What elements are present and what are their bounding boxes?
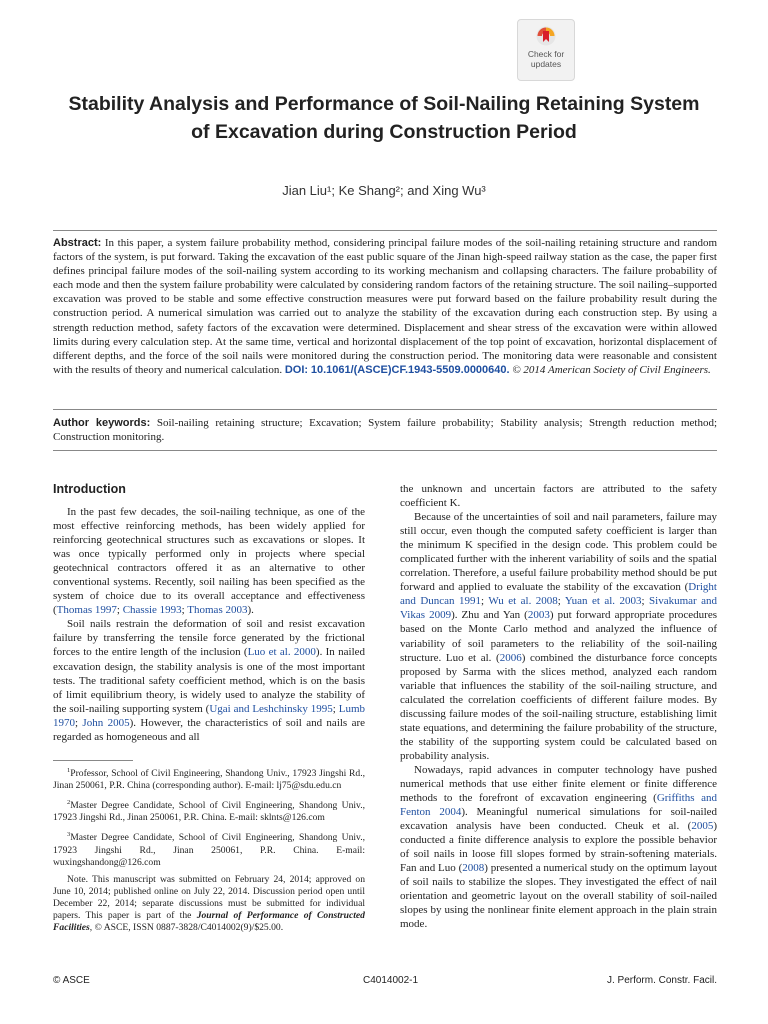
right-paragraph-3 — [400, 763, 717, 932]
citation[interactable]: 2005 — [691, 820, 714, 833]
right-p3-text: ). Meaningful numerical simulations for soil-nailed excavation analysis have been conducted. Cheuk et al. ( — [400, 806, 718, 833]
right-p3-text: Nowadays, rapid advances in computer technology have pushed numerical methods that use either finite element or finite difference methods to the forefront of excavation engineering ( — [400, 763, 717, 805]
manuscript-note — [53, 874, 365, 934]
check-for-updates-label: Check for updates — [527, 49, 565, 69]
citation[interactable]: Lumb 1970 — [53, 702, 366, 729]
citation[interactable]: Luo et al. 2000 — [247, 646, 316, 659]
abstract-text: In this paper, a system failure probability method, considering principal failure modes of the soil-nailing retaining structure and random factors of the system, is put forward. Taking the excavation of the east public square of the Jinan high-speed railway station as the case, the paper first defines principal failure modes of the soil-nailing system according to its working mechanism and collapsing characters. The failure probability of each mode and then the system failure probability were calculated by considering random factors of the retaining structure. The soil nailing–supported excavation was proved to be stable and some effective construction measures were put forward based on the failure probability result during the construction period. A numerical simulation was carried out to analyze the stability of the excavation during each construction step. By using a strength reduction method, safety factors of the excavation were determined. Displacement and shear stress of the excavation were within allowed limits during every calculation step. At the same time, vertical and horizontal displacement of the top point of excavation, horizontal displacement of different depths, and the force of the soil nails were monitored during the construction period. The monitoring data were reasonable and consistent with the results of theory and numerical calculation. — [53, 237, 718, 376]
citation[interactable]: Thomas 1997 — [56, 604, 117, 617]
citation[interactable]: Griffiths and Fenton 2004 — [400, 792, 717, 819]
citation[interactable]: Sivakumar and Vikas 2009 — [400, 595, 718, 622]
intro-p2-text: ). In nailed excavation design, the stability analysis is one of the most important tests. The traditional safety coefficient method, which is on the basis of limit equilibrium theory, is widely used to analyze the stability of the soil-nailing supporting system ( — [53, 646, 366, 715]
footer-copyright: © ASCE — [53, 975, 90, 986]
doi-link[interactable]: 10.1061/(ASCE)CF.1943-5509.0000640. — [310, 363, 510, 376]
intro-paragraph-1: In the past few decades, the soil-nailing technique, as one of the most effective reinforcing methods, has been widely applied for reinforcing geotechnical structures such as excavations or slopes. It was once typically performed only in projects where special geotechnical contractors offered it as an alternative to other conventional systems. Recently, soil nailing has been specified as the system of choice due to its overall acceptance and effectiveness (Thomas 1997; Chassie 1993; Thomas 2003). — [53, 506, 365, 617]
intro-p2-text: ). However, the characteristics of soil and nails are regarded as homogeneous and all — [53, 716, 366, 743]
abstract — [53, 236, 717, 377]
abstract-top-rule — [53, 230, 717, 231]
citation[interactable]: 2006 — [499, 651, 522, 664]
right-p3-text: ) conducted a finite difference analysis to explore the possible behavior of soil nails in loose fill slopes formed by strain-softening materials. Fan and Luo ( — [400, 820, 717, 875]
intro-p1-text: In the past few decades, the soil-nailing technique, as one of the most effective reinforcing methods, has been widely applied for reinforcing geotechnical structures such as excavations or slopes. It was once typically performed only in projects where special geotechnical contractors offered it as an alternative to other conventional systems. Recently, soil nailing has been specified as the system of choice due to its overall acceptance and effectiveness ( — [53, 506, 365, 617]
footnote-2: $^2$Master Degree Candidate, School of Civil Engineering, Shandong Univ., 17923 Jingshi Rd., Jinan 250061, P.R. China. E-mail: sklnts@126.com — [53, 799, 365, 824]
footnote-3: $^3$Master Degree Candidate, School of Civil Engineering, Shandong Univ., 17923 Jingshi Rd., Jinan 250061, P.R. China. E-mail: wuxingshandong@126.com — [53, 831, 365, 868]
right-column — [400, 482, 717, 932]
keywords-text: Soil-nailing retaining structure; Excavation; System failure probability; Stability analysis; Strength reduction method; Construction monitoring. — [53, 417, 718, 443]
note-text: , © ASCE, ISSN 0887-3828/C4014002(9)/$25.00. — [89, 921, 284, 933]
citation[interactable]: 2008 — [462, 862, 485, 875]
check-for-updates-icon — [536, 26, 556, 46]
intro-paragraph-2: Soil nails restrain the deformation of soil and resist excavation failure by transferring the tensile force generated by the frictional forces to the entire length of the inclusion (Luo et al. 2000). In nailed excavation design, the stability analysis is one of the most important tests. The traditional safety coefficient method, which is on the basis of limit equilibrium theory, is widely used to analyze the stability of the soil-nailing supporting system (Ugai and Leshchinsky 1995; Lumb 1970; John 2005). However, the characteristics of soil and nails are regarded as homogeneous and all — [53, 618, 366, 743]
right-paragraph-1: the unknown and uncertain factors are attributed to the safety coefficient K. — [400, 483, 717, 510]
footnote-3-text: Master Degree Candidate, School of Civil Engineering, Shandong Univ., 17923 Jingshi Rd., Jinan 250061, P.R. China. E-mail: wuxingshandong@126.com — [53, 832, 365, 868]
footnote-2-text: Master Degree Candidate, School of Civil Engineering, Shandong Univ., 17923 Jingshi Rd., Jinan 250061, P.R. China. E-mail: sklnts@126.com — [53, 800, 365, 824]
footnote-rule — [53, 760, 133, 761]
footer-journal: J. Perform. Constr. Facil. — [606, 975, 717, 986]
citation[interactable]: Wu et al. 2008 — [488, 595, 558, 608]
footnotes — [53, 765, 365, 939]
citation[interactable]: 2003 — [527, 609, 550, 622]
right-p2-text: Because of the uncertainties of soil and nail parameters, failure may still occur, even though the computed safety coefficient is larger than the minimum K specified in the design code. This problem could be complicated further with the inherent variability of soils and the spatial correlation. Therefore, a useful failure probability method should be put forward and applied to evaluate the stability of the excavation ( — [400, 511, 717, 594]
section-heading-introduction: Introduction — [53, 482, 126, 496]
journal-name: Journal of Performance of Constructed Facilities — [53, 909, 365, 933]
author-list — [60, 183, 708, 198]
footnote-1-text: Professor, School of Civil Engineering, Shandong Univ., 17923 Jingshi Rd., Jinan 250061, P.R. China (corresponding author). E-mail: lj75@sdu.edu.cn — [53, 768, 365, 792]
check-for-updates-badge[interactable] — [517, 19, 575, 81]
right-paragraph-2: Because of the uncertainties of soil and nail parameters, failure may still occur, even though the computed safety coefficient is larger than the minimum K specified in the design code. This problem could be complicated further with the inherent variability of soils and the spatial correlation. Therefore, a useful failure probability method should be put forward and applied to evaluate the stability of the excavation (Dright and Duncan 1991; Wu et al. 2008; Yuan et al. 2003; Sivakumar and Vikas 2009). Zhu and Yan (2003) put forward appropriate procedures based on the Monte Carlo method and analyzed the influence of variability of soil parameters to the reliability of the soil-nailing structure. Luo et al. (2006) combined the disturbance force concepts proposed by Sarma with the slices method, analyzed each random variable that influences the stability of the soil-nailing structure, and calculated the correlation coefficients of different failure modes. By discussing failure modes of the soil-nailing structure, establishing limit state equations, and determining the failure probability of the structure, the stability of the supporting system could be calculated based on probability analysis. — [400, 511, 718, 762]
citation[interactable]: John 2005 — [82, 716, 130, 729]
left-column — [53, 505, 365, 744]
keywords-bottom-rule — [53, 450, 717, 451]
note-text: Note. This manuscript was submitted on February 24, 2014; approved on June 10, 2014; published online on July 22, 2014. Discussion period open until December 22, 2014; separate discussions must be submitted for individual papers. This paper is part of the — [53, 873, 365, 921]
copyright-line: © 2014 American Society of Civil Engineers. — [512, 363, 711, 376]
intro-p2-text: Soil nails restrain the deformation of soil and resist excavation failure by transferring the tensile force generated by the frictional forces to the entire length of the inclusion ( — [53, 618, 365, 659]
footer-article-id: C4014002-1 — [363, 975, 419, 986]
footnote-1: $^1$Professor, School of Civil Engineering, Shandong Univ., 17923 Jingshi Rd., Jinan 250061, P.R. China (corresponding author). E-mail: lj75@sdu.edu.cn — [53, 767, 365, 792]
citation[interactable]: Chassie 1993 — [122, 604, 182, 617]
citation[interactable]: Dright and Duncan 1991 — [400, 581, 717, 608]
citation[interactable]: Ugai and Leshchinsky 1995 — [209, 702, 333, 715]
right-p3-text: ) presented a numerical study on the optimum layout of soil nails to stabilize the slopes. They investigated the effect of nail orientation and geometric layout on the overall stability of soil-nailed slopes by using the nonlinear finite element approach in the plain strain mode. — [400, 862, 718, 931]
citation[interactable]: Thomas 2003 — [187, 604, 248, 617]
right-p2-text: ) combined the disturbance force concepts proposed by Sarma with the slices method, analyzed each random variable that influences the stability of the soil-nailing structure, and calculated the correlation coefficients of different failure modes. By discussing failure modes of the soil-nailing structure, establishing limit state equations, and determining the failure probability of the structure, the stability of the supporting system could be calculated based on probability analysis. — [400, 651, 717, 762]
author-keywords — [53, 416, 717, 444]
paper-title: Stability Analysis and Performance of Soil-Nailing Retaining System of Excavation during Construction Period — [68, 93, 700, 143]
right-p2-text: ) put forward appropriate procedures based on the Monte Carlo method and analyzed the influence of variability of soil parameters to the reliability of the soil-nailing structure. Luo et al. ( — [400, 609, 717, 664]
abstract-label: Abstract: — [53, 237, 102, 249]
abstract-bottom-rule — [53, 409, 717, 410]
page-footer — [53, 975, 717, 989]
keywords-label: Author keywords: — [53, 417, 151, 429]
right-p2-text: ). Zhu and Yan ( — [451, 609, 528, 622]
citation[interactable]: Yuan et al. 2003 — [564, 595, 642, 608]
author-names: Jian Liu¹; Ke Shang²; and Xing Wu³ — [282, 183, 486, 198]
doi-label: DOI: — [284, 363, 309, 376]
